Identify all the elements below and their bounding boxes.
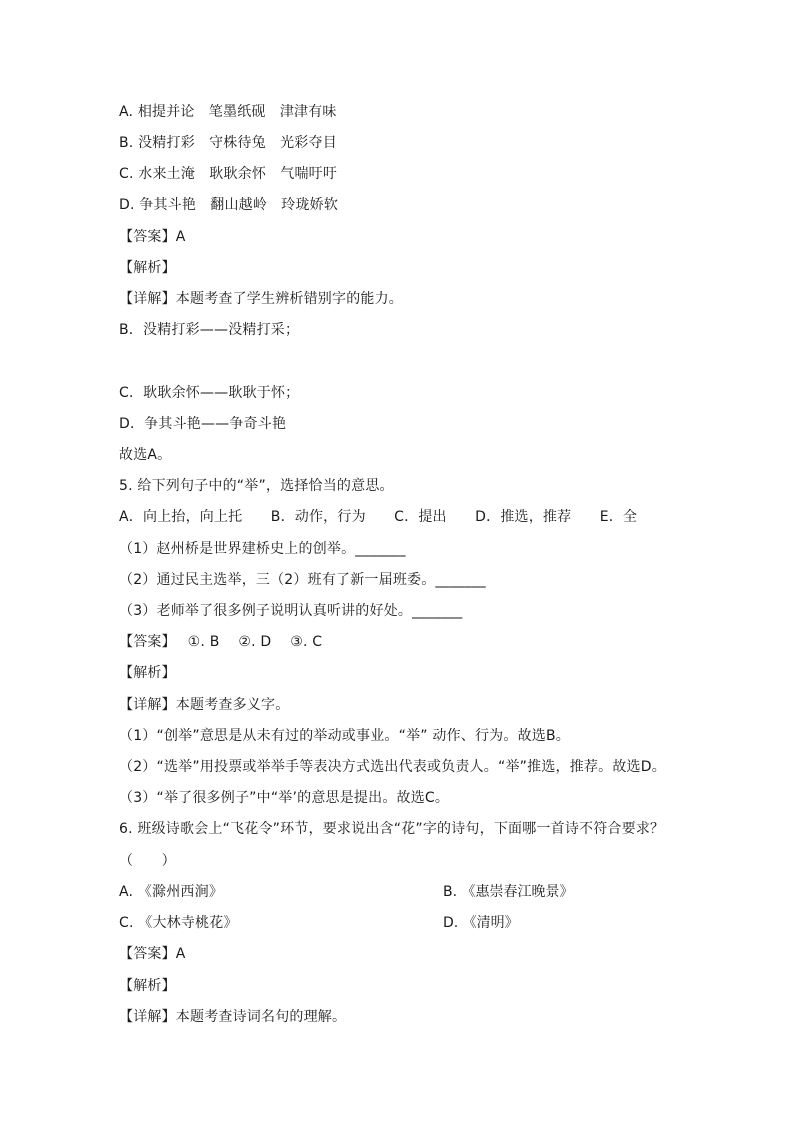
q5-options: A．向上抬，向上托 B．动作，行为 C．提出 D．推选，推荐 E．全 (119, 509, 638, 525)
q4-analysis-label: 【解析】 (119, 260, 176, 276)
q6-question: 6. 班级诗歌会上“飞花令”环节，要求说出含“花”字的诗句，下面哪一首诗不符合要求？ (119, 821, 665, 837)
q4-correction-c: C．耿耿余怀——耿耿于怀； (119, 385, 300, 401)
q4-conclusion: 故选A。 (119, 447, 172, 463)
q5-answer: 【答案】 ①. B ②. D ③. C (119, 634, 323, 650)
q5-explanation-2: （2）“选举”用投票或举举手等表决方式选出代表或负责人。“举”推选，推荐。故选D。 (119, 759, 666, 775)
q6-option-d: D. 《清明》 (443, 915, 519, 931)
q5-analysis-label: 【解析】 (119, 665, 176, 681)
q4-option-a: A. 相提并论 笔墨纸砚 津津有味 (119, 104, 337, 120)
q5-item-1: （1）赵州桥是世界建桥史上的创举。_______ (119, 541, 406, 557)
q4-option-d: D. 争其斗艳 翻山越岭 玲珑娇软 (119, 197, 339, 213)
q6-option-b: B. 《惠崇春江晚景》 (443, 884, 574, 900)
q5-item-2: （2）通过民主选举，三（2）班有了新一届班委。_______ (119, 572, 486, 588)
q5-explanation-3: （3）“举了很多例子”中“举’的意思是提出。故选C。 (119, 790, 450, 806)
q4-detail: 【详解】本题考查了学生辨析错别字的能力。 (119, 291, 403, 307)
q4-answer: 【答案】A (119, 229, 186, 245)
q4-option-c: C. 水来土淹 耿耿余怀 气喘吁吁 (119, 166, 338, 182)
q5-item-3: （3）老师举了很多例子说明认真听讲的好处。_______ (119, 603, 463, 619)
q4-option-b: B. 没精打彩 守株待兔 光彩夺目 (119, 135, 337, 151)
q5-detail: 【详解】本题考查多义字。 (119, 697, 290, 713)
q6-answer-bracket: （ ） (119, 853, 176, 869)
q6-option-a: A. 《滁州西涧》 (119, 884, 224, 900)
q6-detail: 【详解】本题考查诗词名句的理解。 (119, 1009, 347, 1025)
q4-correction-d: D．争其斗艳——争奇斗艳 (119, 416, 287, 432)
q5-explanation-1: （1）“创举”意思是从未有过的举动或事业。“举” 动作、行为。故选B。 (119, 728, 570, 744)
q6-option-c: C. 《大林寺桃花》 (119, 915, 238, 931)
q6-analysis-label: 【解析】 (119, 978, 176, 994)
q6-answer: 【答案】A (119, 946, 186, 962)
q5-question: 5. 给下列句子中的“举”，选择恰当的意思。 (119, 478, 394, 494)
q4-correction-b: B．没精打彩——没精打采； (119, 322, 300, 338)
